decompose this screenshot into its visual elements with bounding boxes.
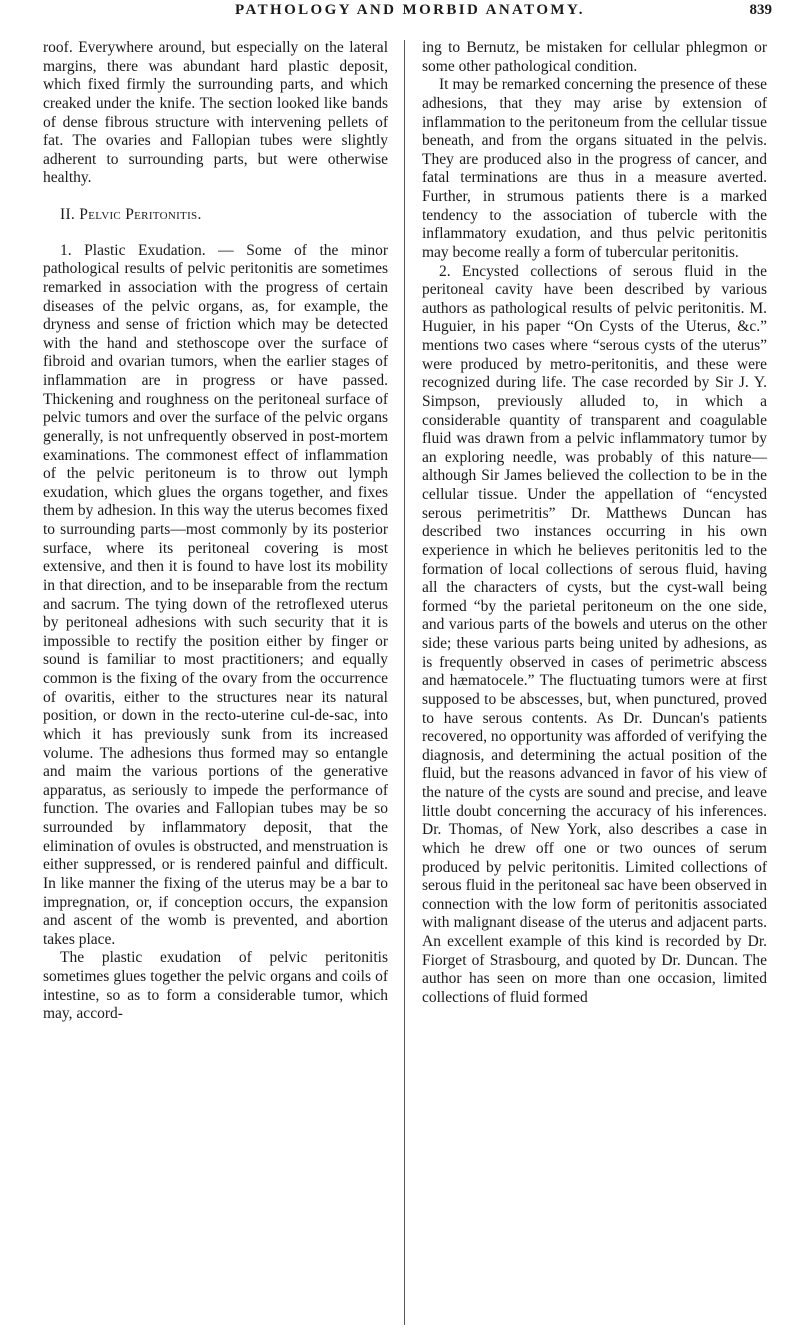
paragraph-plastic-exudation: 1. Plastic Exudation. — Some of the minor pathological results of pelvic peritonitis are sometimes remarked in association with the progress of certain diseases of the pelvic organs, as, for example, the dryness and sense of friction which may be detected with the hand and stethoscope over the surface of fibroid and ovarian tumors, when the earlier stages of inflammation are in progress or have passed. Thickening and roughness on the peritoneal surface of pelvic tumors and over the surface of the pelvic organs generally, is not unfrequently observed in post-mortem examinations. The commonest effect of inflammation of the pelvic peritoneum is to throw out lymph exudation, which glues the organs together, and fixes them by adhesion. In this way the uterus becomes fixed to surrounding parts—most commonly by its posterior surface, where its peritoneal covering is most extensive, and then it is found to have lost its mobility in that direction, and to be inseparable from the rectum and sacrum. The tying down of the retroflexed uterus by peritoneal adhesions with such security that it is impossible to rectify the position either by finger or sound is familiar to most practitioners; and equally common is the fixing of the ovary from the occurrence of ovaritis, either to the structures near its natural position, or down in the recto-uterine cul-de-sac, into which it has previously sunk from its increased volume. The adhesions thus formed may so entangle and maim the various portions of the generative apparatus, as seriously to impede the performance of function. The ovaries and Fallopian tubes may be so surrounded by inflammatory deposit, that the elimination of ovules is obstructed, and menstruation is either suppressed, or is rendered painful and difficult. In like manner the fixing of the uterus may be a bar to impregnation, or, if conception occurs, the expansion and ascent of the womb is prevented, and abortion takes place. (43, 241, 388, 948)
running-head (40, 2, 780, 24)
paragraph-encysted-collections: 2. Encysted collections of serous fluid in the peritoneal cavity have been described by various authors as pathological results of pelvic peritonitis. M. Huguier, in his paper “On Cysts of the Uterus, &c.” mentions two cases where “serous cysts of the uterus” were produced by metro-peritonitis, and these were recognized during life. The case recorded by Sir J. Y. Simpson, previously alluded to, in which a considerable quantity of transparent and coagulable fluid was drawn from a pelvic inflammatory tumor by an exploring needle, was probably of this nature—although Sir James believed the collection to be in the cellular tissue. Under the appellation of “encysted serous perimetritis” Dr. Matthews Duncan has described two instances occurring in his own experience in which he believes peritonitis led to the formation of local collections of serous fluid, having all the characters of cysts, but the cyst-wall being formed “by the parietal peritoneum on the one side, and various parts of the bowels and uterus on the other side; these various parts being united by adhesions, as is frequently observed in cases of perimetric abscess and hæmatocele.” The fluctuating tumors were at first supposed to be abscesses, but, when punctured, proved to have serous contents. As Dr. Duncan's patients recovered, no opportunity was afforded of verifying the diagnosis, and determining the actual position of the fluid, but the reasons advanced in favor of his view of the nature of the cysts are sound and precise, and leave little doubt concerning the accuracy of his inferences. Dr. Thomas, of New York, also describes a case in which he drew off one or two ounces of serum produced by pelvic peritonitis. Limited collections of serous fluid in the peritoneal sac have been observed in connection with the low form of peritonitis associated with malignant disease of the uterus and adjacent parts. An excellent example of this kind is recorded by Dr. Fiorget of Strasbourg, and quoted by Dr. Duncan. The author has seen on more than one occasion, limited collections of fluid formed (422, 262, 767, 1006)
right-column (422, 39, 767, 1008)
paragraph-adhesions: It may be remarked concerning the presence of these adhesions, that they may arise by extension of inflammation to the peritoneum from the cellular tissue beneath, and from the organs situated in the pelvis. They are produced also in the progress of cancer, and fatal terminations are thus in a measure averted. Further, in strumous patients there is a marked tendency to the association of tubercle with the inflammatory exudation, and thus pelvic peritonitis may become really a form of tubercular peritonitis. (422, 76, 767, 261)
page-number: 839 (749, 2, 772, 18)
paragraph-continuation: ing to Bernutz, be mistaken for cellular phlegmon or some other pathological condition. (422, 39, 767, 75)
paragraph-plastic-exudation-tumor: The plastic exudation of pelvic peritonitis sometimes glues together the pelvic organs and coils of intestine, so as to form a considerable tumor, which may, accord- (43, 949, 388, 1023)
section-heading: II. Pelvic Peritonitis. (60, 206, 202, 223)
paragraph-continuation: roof. Everywhere around, but especially on the lateral margins, there was abundant hard plastic deposit, which fixed firmly the surrounding parts, and which creaked under the knife. The section looked like bands of dense fibrous structure with intervening pellets of fat. The ovaries and Fallopian tubes were slightly adherent to surrounding parts, but were otherwise healthy. (43, 39, 388, 187)
running-title: PATHOLOGY AND MORBID ANATOMY. (235, 2, 585, 18)
left-column (43, 39, 388, 1024)
column-divider (404, 40, 405, 1325)
